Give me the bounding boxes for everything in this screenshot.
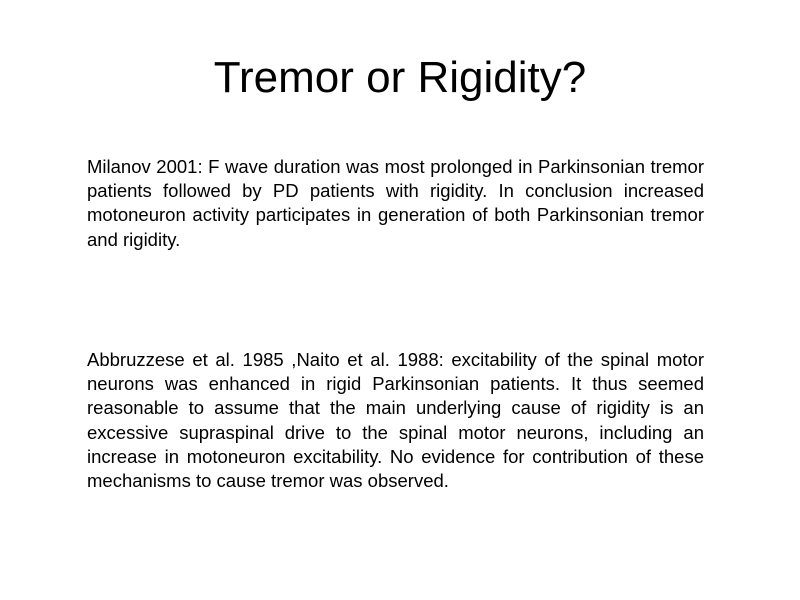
body-paragraph-milanov: Milanov 2001: F wave duration was most prolonged in Parkinsonian tremor patients followed by PD patients with rigidity. In conclusion increased motoneuron activity participates in generation of both Parkinsonian tremor and rigidity.: [87, 156, 704, 250]
body-paragraph-abbruzzese: Abbruzzese et al. 1985 ,Naito et al. 1988: excitability of the spinal motor neurons was enhanced in rigid Parkinsonian patients. It thus seemed reasonable to assume that the main underlying cause of rigidity is an excessive supraspinal drive to the spinal motor neurons, including an increase in motoneuron excitability. No evidence for contribution of these mechanisms to cause tremor was observed.: [87, 349, 704, 492]
slide-title: Tremor or Rigidity?: [213, 53, 587, 102]
